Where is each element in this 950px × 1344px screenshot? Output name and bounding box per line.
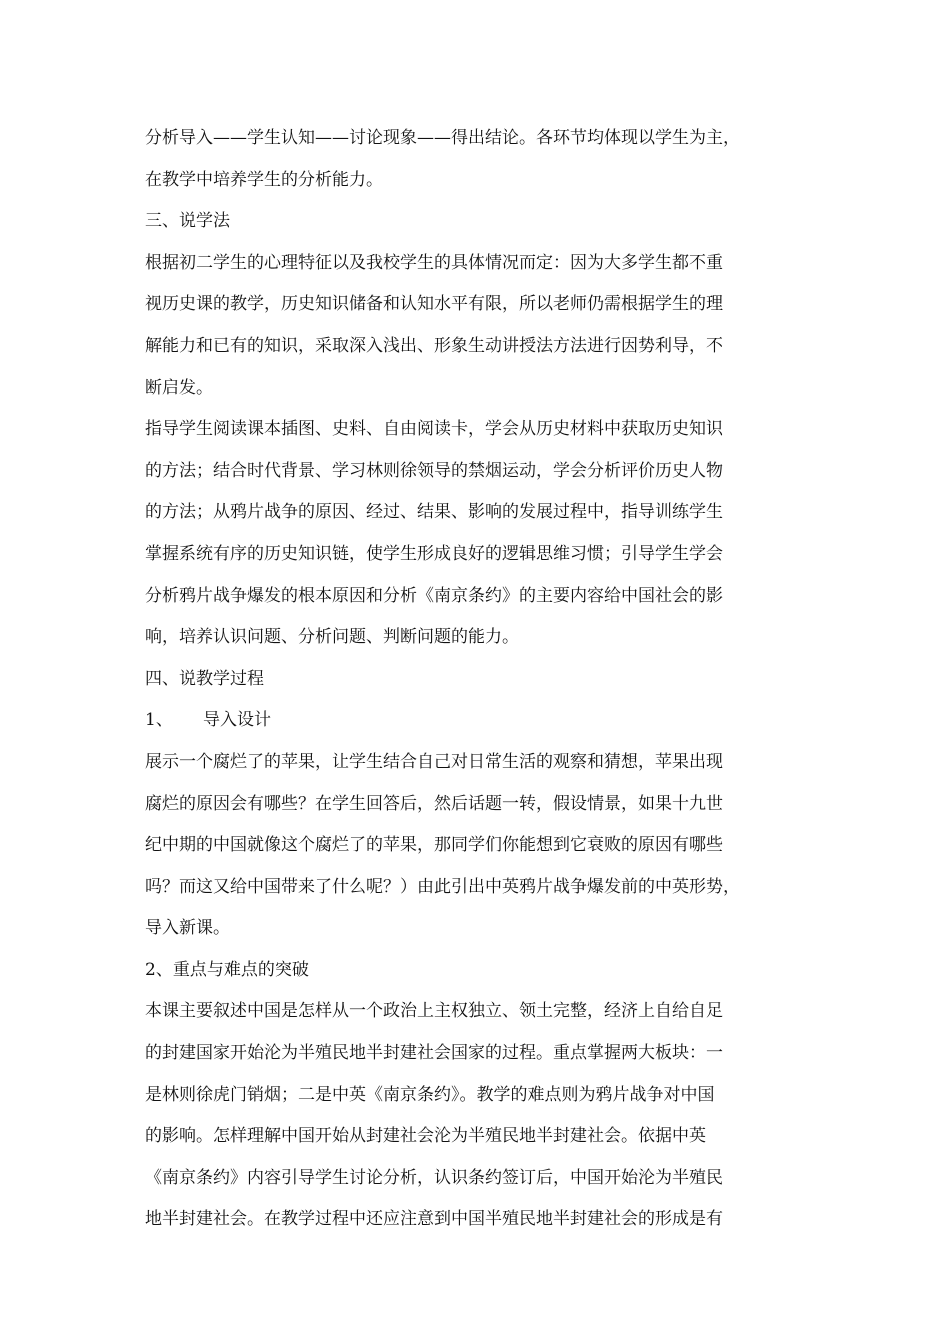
body-line: 在教学中培养学生的分析能力。	[145, 169, 383, 190]
body-line: 的方法；结合时代背景、学习林则徐领导的禁烟运动，学会分析评价历史人物	[145, 460, 723, 481]
body-line: 展示一个腐烂了的苹果，让学生结合自己对日常生活的观察和猜想，苹果出现	[145, 751, 723, 772]
body-line: 的封建国家开始沦为半殖民地半封建社会国家的过程。重点掌握两大板块：一	[145, 1043, 723, 1064]
body-line: 断启发。	[145, 377, 213, 398]
body-line: 根据初二学生的心理特征以及我校学生的具体情况而定：因为大多学生都不重	[145, 252, 723, 273]
body-line: 《南京条约》内容引导学生讨论分析，认识条约签订后，中国开始沦为半殖民	[145, 1167, 723, 1188]
numbered-item	[145, 700, 810, 742]
body-line: 响，培养认识问题、分析问题、判断问题的能力。	[145, 627, 519, 648]
section-heading: 四、说教学过程	[145, 668, 264, 689]
body-line: 腐烂的原因会有哪些？在学生回答后，然后话题一转，假设情景，如果十九世	[145, 793, 723, 814]
body-line: 本课主要叙述中国是怎样从一个政治上主权独立、领土完整，经济上自给自足	[145, 1001, 723, 1022]
body-line: 视历史课的教学，历史知识储备和认知水平有限，所以老师仍需根据学生的理	[145, 294, 723, 315]
document-page	[145, 118, 810, 1241]
body-line: 的影响。怎样理解中国开始从封建社会沦为半殖民地半封建社会。依据中英	[145, 1126, 706, 1147]
body-line: 的方法；从鸦片战争的原因、经过、结果、影响的发展过程中，指导训练学生	[145, 502, 723, 523]
body-line: 分析鸦片战争爆发的根本原因和分析《南京条约》的主要内容给中国社会的影	[145, 585, 723, 606]
body-line: 指导学生阅读课本插图、史料、自由阅读卡，学会从历史材料中获取历史知识	[145, 419, 723, 440]
item-number: 1、	[145, 710, 173, 731]
body-line: 导入新课。	[145, 918, 230, 939]
subsection-heading: 2、重点与难点的突破	[145, 959, 309, 980]
item-text: 导入设计	[203, 710, 271, 731]
body-line: 解能力和已有的知识，采取深入浅出、形象生动讲授法方法进行因势利导，不	[145, 335, 723, 356]
section-heading: 三、说学法	[145, 211, 230, 232]
body-line: 掌握系统有序的历史知识链，使学生形成良好的逻辑思维习惯；引导学生学会	[145, 543, 723, 564]
body-line: 是林则徐虎门销烟；二是中英《南京条约》。教学的难点则为鸦片战争对中国	[145, 1084, 715, 1105]
body-line: 吗？而这又给中国带来了什么呢？）由此引出中英鸦片战争爆发前的中英形势，	[145, 876, 740, 897]
body-line: 地半封建社会。在教学过程中还应注意到中国半殖民地半封建社会的形成是有	[145, 1209, 723, 1230]
body-line: 纪中期的中国就像这个腐烂了的苹果，那同学们你能想到它衰败的原因有哪些	[145, 835, 723, 856]
body-line: 分析导入——学生认知——讨论现象——得出结论。各环节均体现以学生为主，	[145, 128, 740, 148]
